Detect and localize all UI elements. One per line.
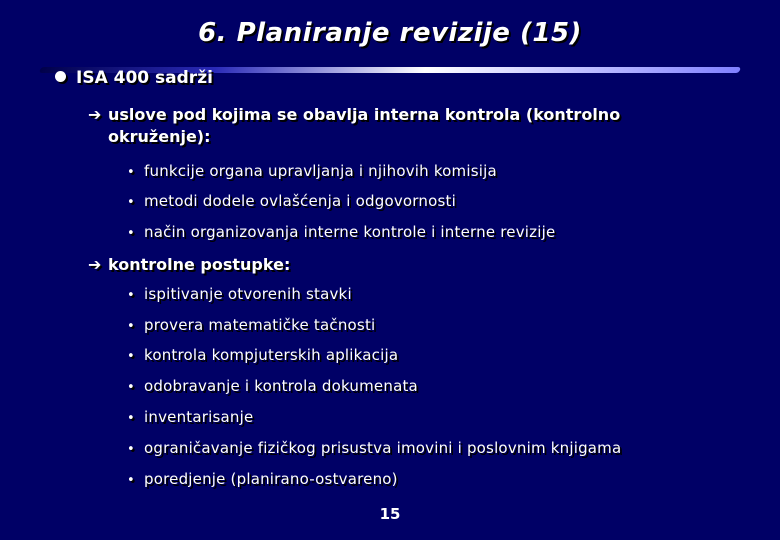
list-item: • način organizovanja interne kontrole i interne revizije: [127, 223, 556, 241]
bullet-dot-icon: [55, 71, 66, 82]
section-heading-line2: okruženje):: [108, 127, 211, 146]
list-item: • metodi dodele ovlašćenja i odgovornosti: [127, 192, 456, 210]
main-bullet-text: ISA 400 sadrži: [76, 68, 213, 88]
section-heading-line1: kontrolne postupke:: [108, 255, 291, 274]
list-item: • kontrola kompjuterskih aplikacija: [127, 346, 399, 364]
page-number: 15: [379, 505, 401, 523]
bullet-icon: •: [127, 195, 135, 210]
bullet-icon: •: [127, 226, 135, 241]
list-item: • ispitivanje otvorenih stavki: [127, 285, 352, 303]
list-item: • ograničavanje fizičkog prisustva imovini i poslovnim knjigama: [127, 439, 622, 457]
list-item: • inventarisanje: [127, 408, 254, 426]
bullet-icon: •: [127, 319, 135, 334]
bullet-icon: •: [127, 349, 135, 364]
arrow-right-icon: ➔: [88, 255, 102, 274]
list-item: • odobravanje i kontrola dokumenata: [127, 377, 418, 395]
bullet-icon: •: [127, 442, 135, 457]
bullet-icon: •: [127, 288, 135, 303]
list-item: • poredjenje (planirano-ostvareno): [127, 470, 398, 488]
arrow-right-icon: ➔: [88, 105, 102, 124]
bullet-icon: •: [127, 473, 135, 488]
section-heading-line1: uslove pod kojima se obavlja interna kontrola (kontrolno: [108, 105, 621, 124]
section-heading-control-procedures: [88, 254, 290, 276]
section-heading-control-environment: [88, 104, 620, 148]
main-bullet: [55, 68, 213, 88]
bullet-icon: •: [127, 165, 135, 180]
list-item: • funkcije organa upravljanja i njihovih komisija: [127, 162, 497, 180]
bullet-icon: •: [127, 411, 135, 426]
bullet-icon: •: [127, 380, 135, 395]
slide-title: 6. Planiranje revizije (15): [198, 18, 582, 48]
list-item: • provera matematičke tačnosti: [127, 316, 376, 334]
